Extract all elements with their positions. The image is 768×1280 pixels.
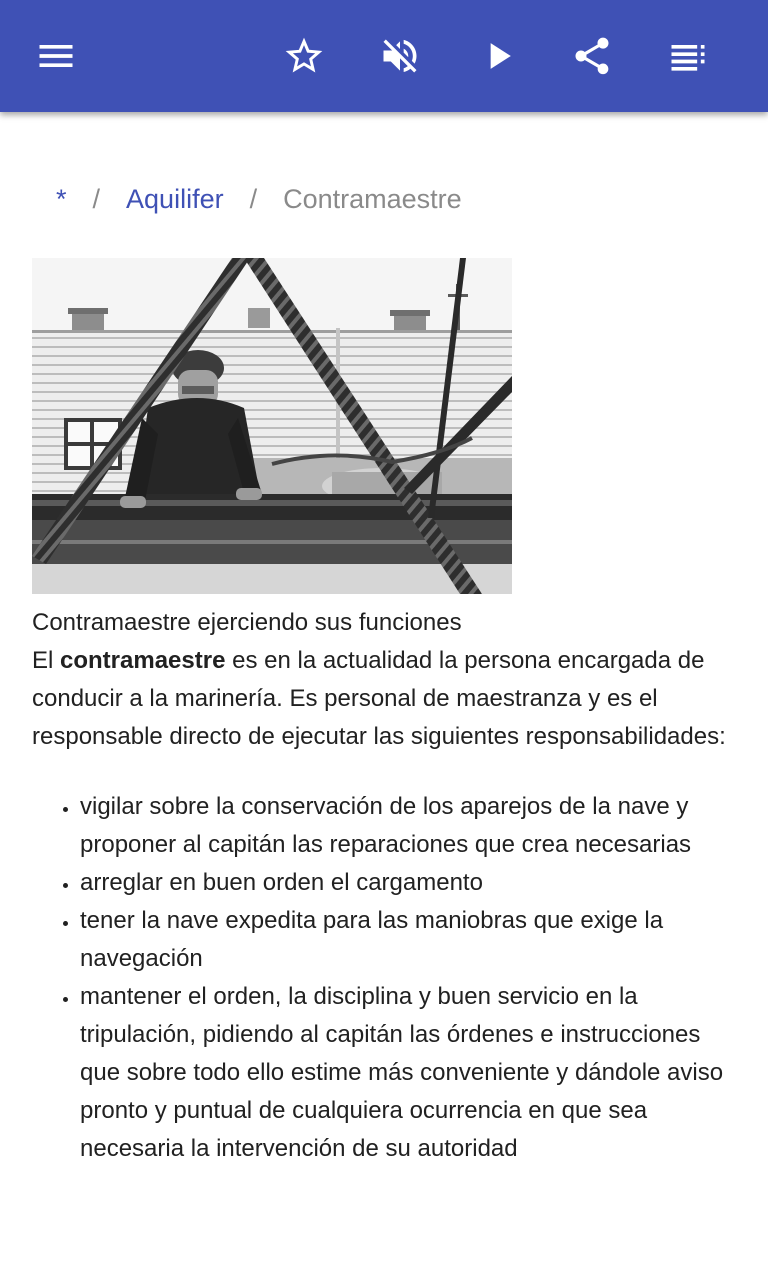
breadcrumb-current: Contramaestre — [283, 184, 462, 214]
photo-caption: Contramaestre ejerciendo sus funciones — [32, 609, 462, 636]
share-button[interactable] — [560, 24, 624, 88]
breadcrumb-separator: / — [92, 184, 101, 214]
article-photo[interactable] — [32, 258, 512, 594]
breadcrumb — [56, 182, 462, 216]
favorite-button[interactable] — [272, 24, 336, 88]
list-item: • tener la nave expedita para las maniobras que exige la navegación — [80, 902, 742, 978]
article-content — [0, 112, 768, 1280]
intro-paragraph — [32, 642, 742, 756]
share-icon — [570, 34, 614, 78]
play-button[interactable] — [466, 24, 530, 88]
breadcrumb-home-link[interactable]: * — [56, 184, 67, 214]
star-icon — [282, 34, 326, 78]
app-toolbar — [0, 0, 768, 112]
article-body — [32, 604, 742, 1168]
breadcrumb-parent-link[interactable]: Aquilifer — [126, 184, 224, 214]
responsibilities-list — [32, 788, 742, 1168]
menu-button[interactable] — [24, 24, 88, 88]
intro-rest: es en la actualidad la persona encargada de conducir a la marinería. Es personal de maestranza y es el responsable directo de ejecutar las siguientes responsabilidades: — [32, 647, 726, 750]
breadcrumb-separator: / — [249, 184, 258, 214]
list-item: • arreglar en buen orden el cargamento — [80, 864, 742, 902]
intro-term: contramaestre — [60, 647, 226, 674]
list-item: • mantener el orden, la disciplina y buen servicio en la tripulación, pidiendo al capitán las órdenes e instrucciones que sobre todo ello estime más conveniente y dándole aviso pronto y puntual de cualquiera ocurrencia en que sea necesaria la intervención de su autoridad — [80, 978, 742, 1168]
menu-icon — [34, 34, 78, 78]
table-of-contents-button[interactable] — [656, 24, 720, 88]
boatswain-photo-illustration — [32, 258, 512, 594]
toc-icon — [666, 34, 710, 78]
list-item: • vigilar sobre la conservación de los aparejos de la nave y proponer al capitán las reparaciones que crea necesarias — [80, 788, 742, 864]
mute-button[interactable] — [368, 24, 432, 88]
play-icon — [476, 34, 520, 78]
intro-prefix: El — [32, 647, 61, 674]
volume-off-icon — [378, 34, 422, 78]
